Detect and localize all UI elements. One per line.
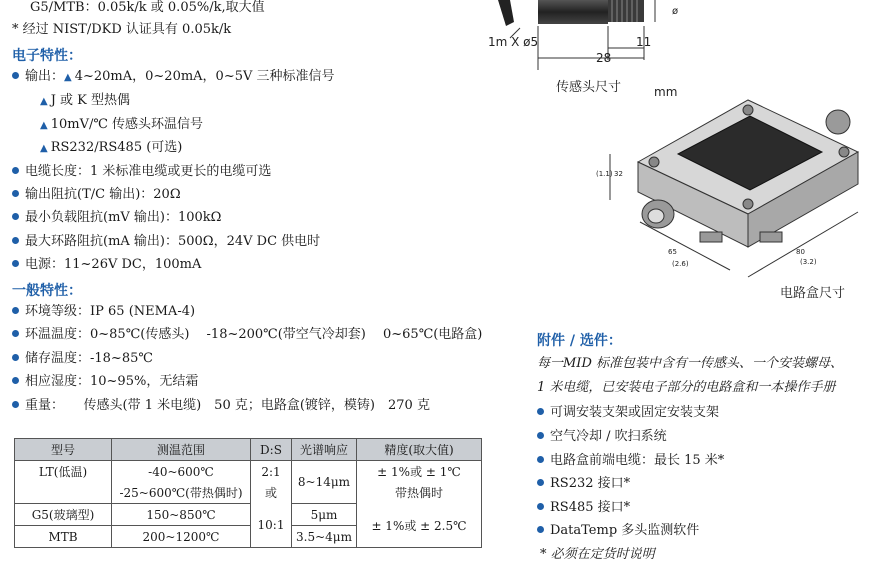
unit-label: mm (654, 85, 678, 99)
table-cell: -25~600℃(带热偶时) (112, 482, 251, 504)
general-heading: 一般特性： (12, 283, 82, 299)
accessory-item (537, 523, 699, 539)
list-item (12, 187, 181, 203)
sub-item-label: 10mV/℃ 传感头环温信号 (50, 117, 204, 132)
output-main: 4~20mA，0~20mA，0~5V 三种标准信号 (74, 69, 335, 84)
bullet-icon (12, 190, 19, 197)
sub-item-label: RS232/RS485 (可选) (50, 140, 183, 155)
output-label: 输出： (25, 69, 65, 84)
dim-l1: 80 (796, 248, 805, 256)
triangle-icon: ▲ (40, 143, 48, 154)
table-row (15, 461, 482, 483)
accessory-item (537, 405, 719, 421)
spec-table (14, 438, 482, 548)
bullet-icon (537, 456, 544, 463)
accessory-item (537, 429, 667, 445)
list-item (12, 257, 201, 273)
list-item (12, 234, 320, 250)
bullet-icon (12, 377, 19, 384)
list-item (12, 351, 153, 367)
list-item-label: 电缆长度：1 米标准电缆或更长的电缆可选 (25, 164, 272, 179)
bullet-icon (537, 479, 544, 486)
table-cell: MTB (15, 526, 112, 548)
table-row (15, 482, 482, 504)
list-item (12, 210, 221, 226)
list-item (12, 304, 195, 320)
sub-item (40, 117, 203, 134)
circuit-box-drawing (600, 92, 880, 292)
dim-h1: (1.1) (596, 170, 613, 178)
bullet-icon (12, 307, 19, 314)
table-cell: 8~14μm (292, 461, 357, 504)
table-cell: ± 1%或 ± 2.5℃ (357, 504, 482, 548)
list-item-label: 电源：11~26V DC，100mA (25, 257, 202, 272)
sub-item-label: J 或 K 型热偶 (50, 93, 131, 108)
accessory-label: RS485 接口* (550, 500, 631, 515)
nist-line: * 经过 NIST/DKD 认证具有 0.05k/k (12, 22, 232, 37)
dim-11: 11 (636, 35, 652, 49)
triangle-icon: ▲ (64, 72, 72, 83)
box-caption: 电路盒尺寸 (780, 286, 846, 301)
table-header: 测温范围 (112, 439, 251, 461)
table-cell: G5(玻璃型) (15, 504, 112, 526)
accessory-label: 可调安装支架或固定安装支架 (550, 405, 720, 420)
bullet-icon (12, 330, 19, 337)
accessory-label: 电路盒前端电缆：最长 15 米* (550, 453, 725, 468)
table-cell: 10:1 (251, 504, 292, 548)
table-cell: -40~600℃ (112, 461, 251, 483)
accessory-item (537, 453, 724, 469)
bullet-icon (537, 503, 544, 510)
triangle-icon: ▲ (40, 120, 48, 131)
list-item (12, 327, 482, 343)
bullet-icon (12, 167, 19, 174)
table-cell: 或 (251, 482, 292, 504)
list-item-label: 输出阻抗(T/C 输出)：20Ω (25, 187, 181, 202)
accessory-label: DataTemp 多头监测软件 (550, 523, 700, 538)
table-cell: 200~1200℃ (112, 526, 251, 548)
bullet-icon (12, 260, 19, 267)
table-cell: 带热偶时 (357, 482, 482, 504)
table-cell: ± 1%或 ± 1℃ (357, 461, 482, 483)
bullet-icon (537, 432, 544, 439)
bullet-icon (537, 408, 544, 415)
accessories-heading: 附件 / 选件： (537, 333, 622, 349)
accessory-label: RS232 接口* (550, 476, 631, 491)
sensor-caption: 传感头尺寸 (556, 80, 622, 95)
bullet-icon (12, 401, 19, 408)
accessory-label: 空气冷却 / 吹扫系统 (550, 429, 667, 444)
list-item-label: 重量： 传感头(带 1 米电缆) 50 克；电路盒(镀锌，模铸) 270 克 (25, 398, 430, 413)
table-cell: 2:1 (251, 461, 292, 483)
accessory-item (537, 476, 630, 492)
dim-w1: 65 (668, 248, 677, 256)
order-note: * 必须在定货时说明 (540, 547, 655, 562)
accessories-desc-1: 每一MID 标准包装中含有一传感头、一个安装螺母、 (537, 356, 844, 371)
triangle-icon: ▲ (40, 96, 48, 107)
bullet-icon (537, 526, 544, 533)
table-cell: LT(低温) (15, 461, 112, 483)
cable-label: 1m X ø5 (488, 35, 539, 49)
table-cell: 3.5~4μm (292, 526, 357, 548)
electronic-heading: 电子特性： (12, 48, 82, 64)
bullet-icon (12, 72, 19, 79)
sub-item (40, 140, 182, 157)
table-cell: 5μm (292, 504, 357, 526)
table-cell: 150~850℃ (112, 504, 251, 526)
dim-h2: 32 (614, 170, 623, 178)
table-header: 光谱响应 (292, 439, 357, 461)
table-header-row (15, 439, 482, 461)
list-item-label: 储存温度：-18~85℃ (25, 351, 153, 366)
table-cell (15, 482, 112, 504)
list-item (12, 164, 271, 180)
accessories-desc-2: 1 米电缆，已安装电子部分的电路盒和一本操作手册 (537, 380, 836, 395)
dim-28: 28 (596, 51, 612, 65)
output-item (12, 69, 335, 86)
bullet-icon (12, 213, 19, 220)
sub-item (40, 93, 130, 110)
list-item-label: 最大环路阻抗(mA 输出)：500Ω，24V DC 供电时 (25, 234, 321, 249)
dim-phi: ø (672, 6, 679, 17)
list-item-label: 相应湿度：10~95%，无结霜 (25, 374, 199, 389)
table-header: 精度(取大值) (357, 439, 482, 461)
dim-w2: (2.6) (672, 260, 689, 268)
list-item-label: 环境等级：IP 65 (NEMA-4) (25, 304, 196, 319)
list-item (12, 374, 198, 390)
accessory-item (537, 500, 630, 516)
table-header: 型号 (15, 439, 112, 461)
table-header: D:S (251, 439, 292, 461)
bullet-icon (12, 237, 19, 244)
list-item-label: 环温温度：0~85℃(传感头) -18~200℃(带空气冷却套) 0~65℃(电路盒) (25, 327, 483, 342)
g5-mtb-line: G5/MTB：0.05k/k 或 0.05%/k,取大值 (30, 0, 265, 15)
dim-l2: (3.2) (800, 258, 817, 266)
bullet-icon (12, 354, 19, 361)
table-row (15, 504, 482, 526)
list-item-label: 最小负载阻抗(mV 输出)：100kΩ (25, 210, 222, 225)
list-item (12, 398, 430, 414)
